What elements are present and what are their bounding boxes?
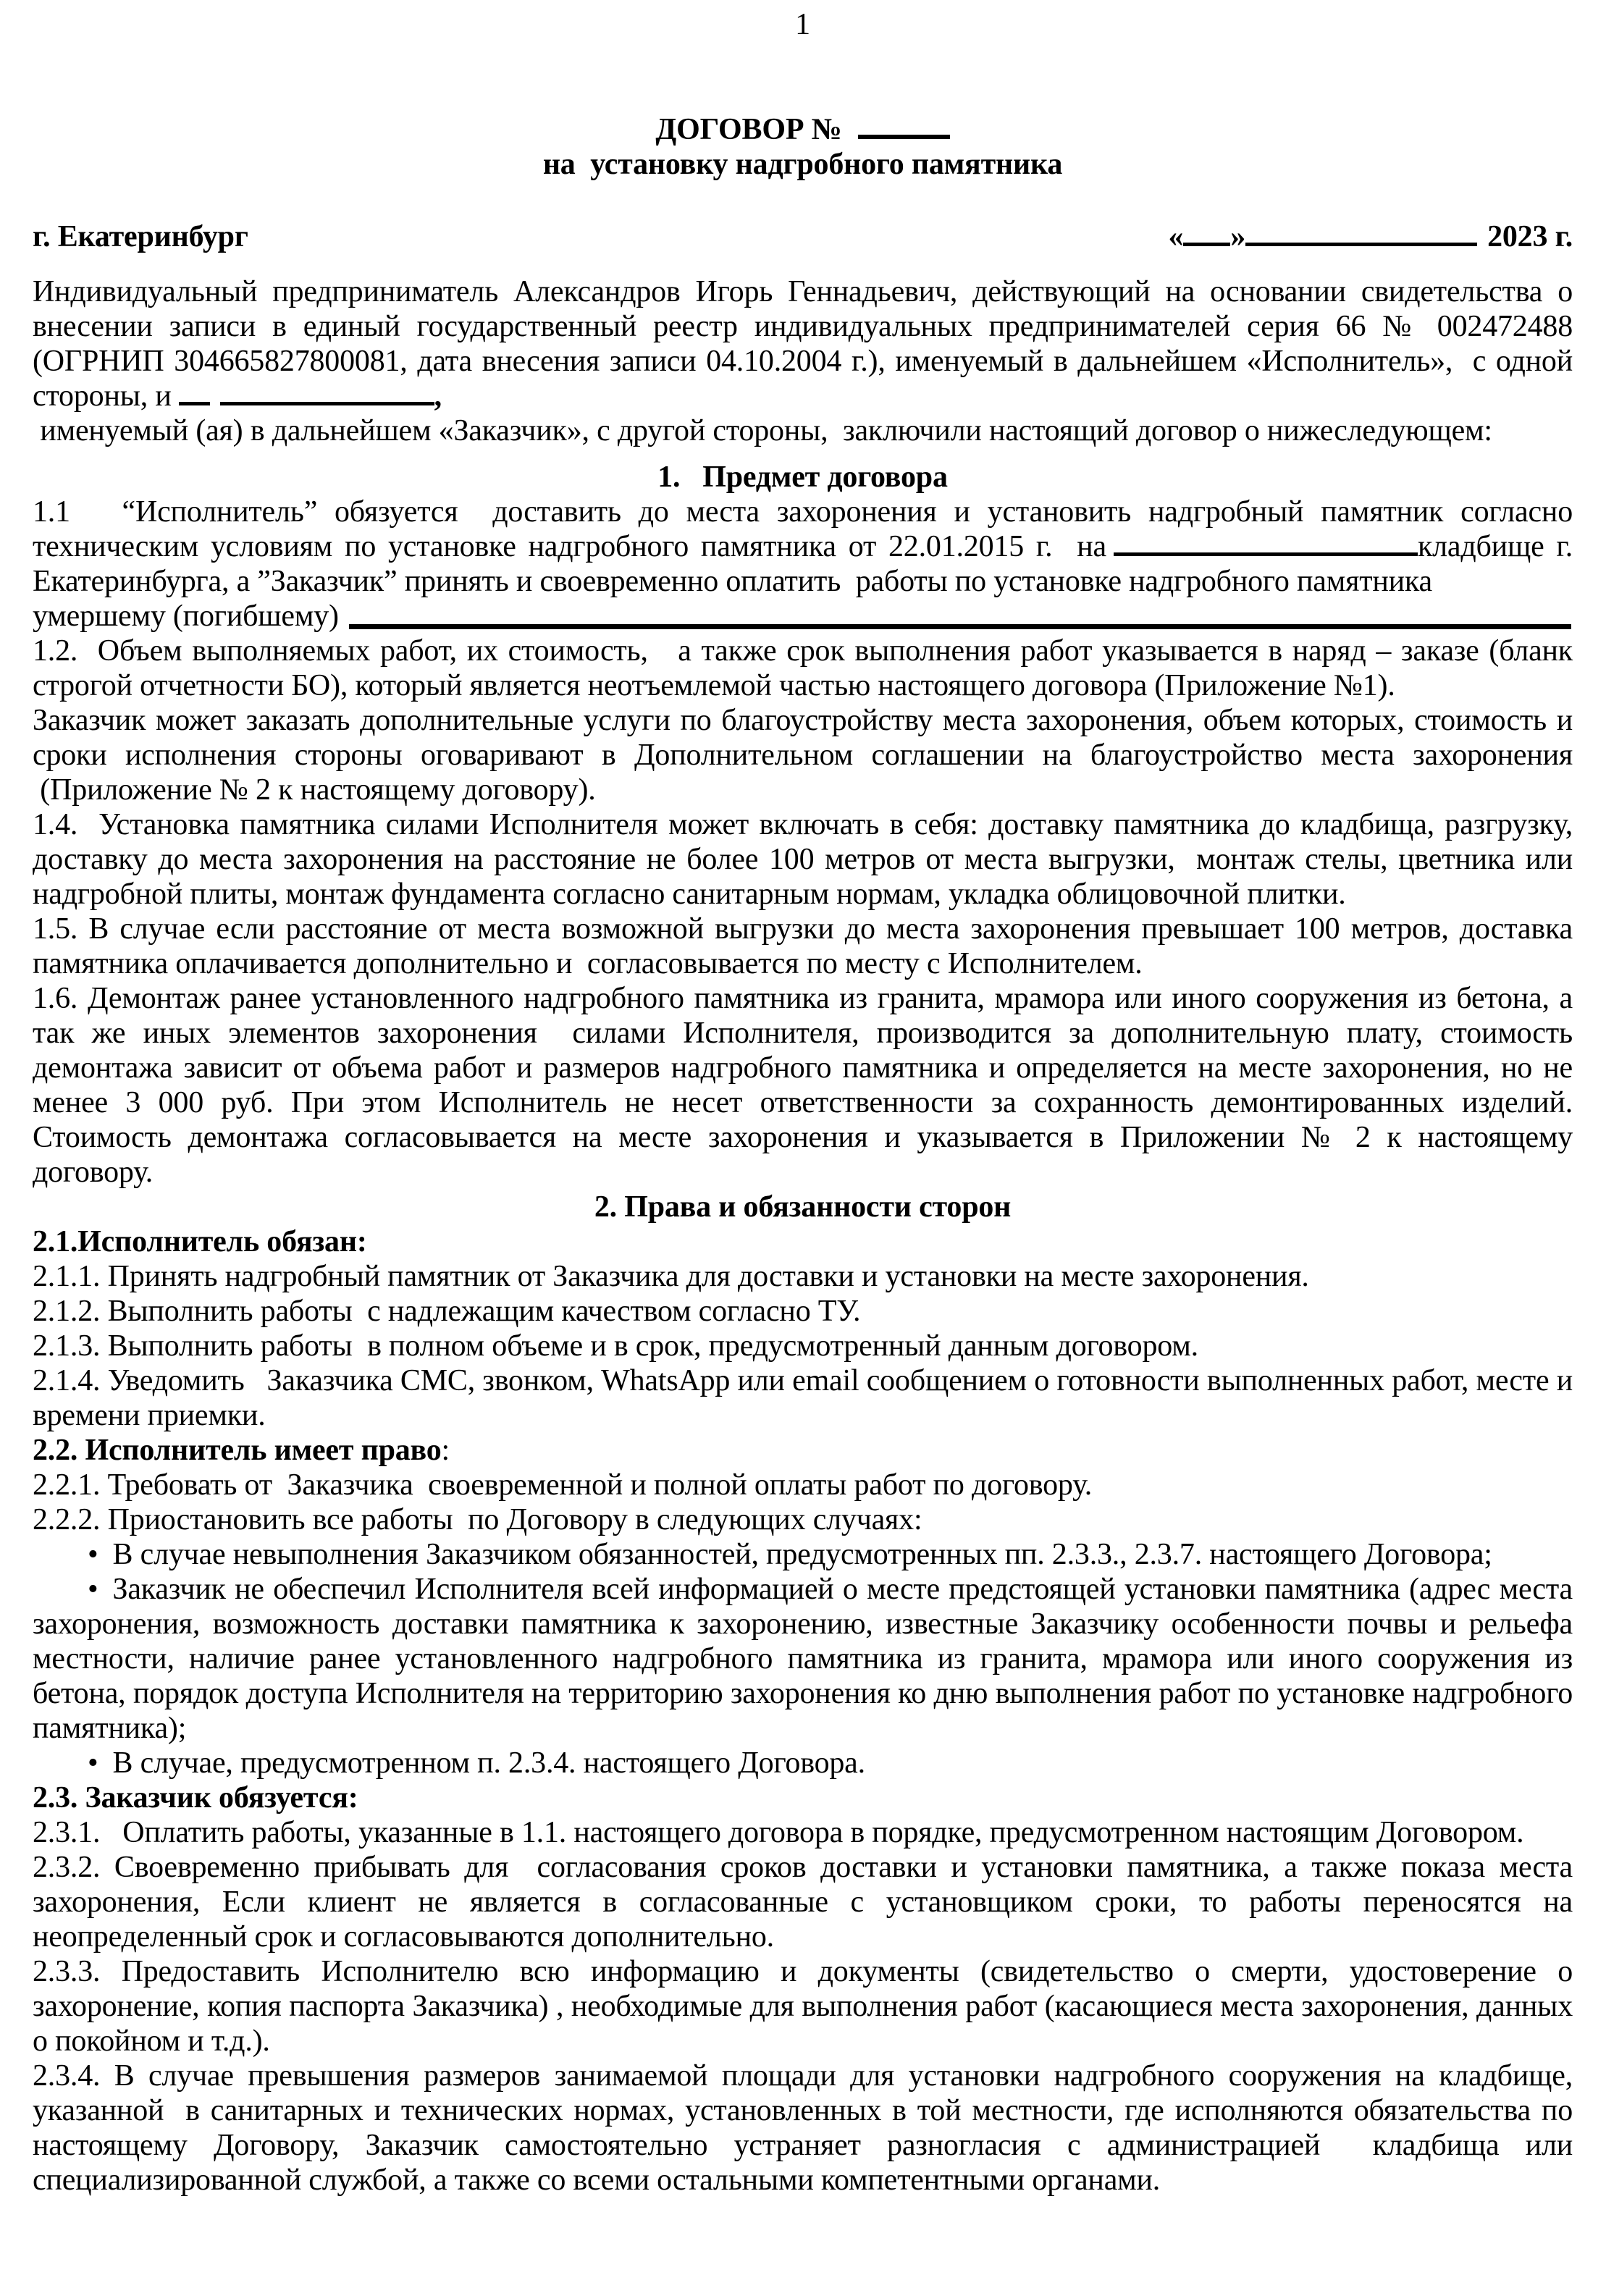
preamble-text: Индивидуальный предприниматель Александров Игорь Геннадьевич, действующий на основании свидетельства о внесении записи в единый государственный реестр индивидуальных предпринимателей серия 66 № 002472488 (ОГРНИП 304665827800081, дата внесения записи 04.10.2004 г.), именуемый в дальнейшем «Исполнитель», с одной стороны, и [33,275,1573,413]
deceased-label: умершему (погибшему) [33,600,339,633]
paragraph-2-1-4: 2.1.4. Уведомить Заказчика СМС, звонком, WhatsApp или email сообщением о готовности выполненных работ, месте и времени приемки. [33,1364,1573,1432]
paragraph-2-3-2: 2.3.2. Своевременно прибывать для согласования сроков доставки и установки памятника, а также показа места захоронения, Если клиент не является в согласованные с установщиком сроки, то работы переносятся на неопределенный срок и согласовываются дополнительно. [33,1851,1573,1954]
date-line [1168,219,1573,254]
paragraph-2-2-1: 2.2.1. Требовать от Заказчика своевременной и полной оплаты работ по договору. [33,1468,1093,1502]
customer-name-blank-long [220,379,434,405]
section-2-heading: 2. Права и обязанности сторон [594,1190,1012,1224]
subheading-2-2-text: 2.2. Исполнитель имеет право [33,1434,442,1467]
preamble-comma: , [434,379,442,413]
bullet-item-1-text: В случае невыполнения Заказчиком обязанностей, предусмотренных пп. 2.3.3., 2.3.7. настоящего Договора; [112,1538,1492,1571]
paragraph-1-1 [33,495,1573,599]
paragraph-1-2: 1.2. Объем выполняемых работ, их стоимость, а также срок выполнения работ указывается в наряд – заказе (бланк строгой отчетности БО), который является неотъемлемой частью настоящего договора (Приложение №1). [33,634,1573,702]
section-1-heading: 1. Предмет договора [657,461,948,494]
city-label: г. Екатеринбург [33,220,248,253]
document-title [33,112,1573,147]
bullet-icon: • [88,1573,98,1606]
paragraph-2-1-1: 2.1.1. Принять надгробный памятник от Заказчика для доставки и установки на месте захоронения. [33,1260,1309,1293]
paragraph-1-1-text-b: кладбище г. Екатеринбурга, а ”Заказчик” принять и своевременно оплатить работы по установке надгробного памятника [33,530,1573,598]
contract-number-blank [858,112,950,139]
subheading-2-1: 2.1.Исполнитель обязан: [33,1225,367,1258]
paragraph-2-3-4: 2.3.4. В случае превышения размеров занимаемой площади для установки надгробного сооружения на кладбище, указанной в санитарных и технических нормах, установленных в той местности, где исполняются обязательства по настоящему Договору, Заказчик самостоятельно устраняет разногласия с администрацией кладбища или специализированной службой, а также со всеми остальными компетентными органами. [33,2059,1573,2197]
paragraph-2-3-1: 2.3.1. Оплатить работы, указанные в 1.1. настоящего договора в порядке, предусмотренном настоящим Договором. [33,1816,1524,1849]
deceased-name-blank [349,624,1571,629]
bullet-item-2 [33,1572,1573,1746]
subheading-2-2 [33,1433,1573,1468]
paragraph-1-1-text-a: 1.1 “Исполнитель” обязуется доставить до места захоронения и установить надгробный памятник согласно техническим условиям по установке надгробного памятника от 22.01.2015 г. на [33,495,1573,563]
date-day-blank [1183,219,1230,246]
document-title-text: ДОГОВОР № [655,113,842,146]
bullet-item-3 [33,1746,1573,1780]
date-month-blank [1245,219,1477,246]
document-subtitle: на установку надгробного памятника [542,148,1063,181]
date-open-quote: « [1168,220,1184,253]
deceased-name-line [33,599,1573,634]
date-year: 2023 г. [1487,220,1573,253]
bullet-icon: • [88,1538,98,1571]
paragraph-1-6: 1.6. Демонтаж ранее установленного надгробного памятника из гранита, мрамора или иного сооружения из бетона, а так же иных элементов захоронения силами Исполнителя, производится за дополнительную плату, стоимость демонтажа зависит от объема работ и размеров надгробного памятника и определяется на месте захоронения, но не менее 3 000 руб. При этом Исполнитель не несет ответственности за сохранность демонтированных изделий. Стоимость демонтажа согласовывается на месте захоронения и указывается в Приложении № 2 к настоящему договору. [33,982,1573,1189]
paragraph-2-1-2: 2.1.2. Выполнить работы с надлежащим качеством согласно ТУ. [33,1295,861,1328]
bullet-item-2-text: Заказчик не обеспечил Исполнителя всей информацией о месте предстоящей установки памятника (адрес места захоронения, возможность доставки памятника к захоронению, известные Заказчику особенности почвы и рельефа местности, наличие ранее установленного надгробного памятника из гранита, мрамора или иного сооружения из бетона, порядок доступа Исполнителя на территорию захоронения ко дню выполнения работ по установке надгробного памятника); [33,1573,1573,1745]
bullet-icon: • [88,1746,98,1780]
paragraph-2-2-2: 2.2.2. Приостановить все работы по Договору в следующих случаях: [33,1503,922,1536]
bullet-item-1 [33,1537,1573,1572]
page-number: 1 [795,8,810,41]
preamble-paragraph [33,274,1573,413]
date-close-quote: » [1230,220,1246,253]
bullet-item-3-text: В случае, предусмотренном п. 2.3.4. настоящего Договора. [112,1746,865,1780]
cemetery-name-blank [1114,529,1418,556]
paragraph-1-2b: Заказчик может заказать дополнительные услуги по благоустройству места захоронения, объем которых, стоимость и сроки исполнения стороны оговаривают в Дополнительном соглашении на благоустройство места захоронения (Приложение № 2 к настоящему договору). [33,704,1573,807]
paragraph-1-4: 1.4. Установка памятника силами Исполнителя может включать в себя: доставку памятника до кладбища, разгрузку, доставку до места захоронения на расстояние не более 100 метров от места выгрузки, монтаж стелы, цветника или надгробной плиты, монтаж фундамента согласно санитарным нормам, укладка облицовочной плитки. [33,808,1573,911]
subheading-2-2-colon: : [441,1434,450,1467]
customer-name-blank-short [179,379,210,405]
paragraph-1-5: 1.5. В случае если расстояние от места возможной выгрузки до места захоронения превышает 100 метров, доставка памятника оплачивается дополнительно и согласовывается по месту с Исполнителем. [33,912,1573,980]
paragraph-2-1-3: 2.1.3. Выполнить работы в полном объеме и в срок, предусмотренный данным договором. [33,1329,1198,1363]
preamble-paragraph-2: именуемый (ая) в дальнейшем «Заказчик», с другой стороны, заключили настоящий договор о нижеследующем: [33,414,1492,447]
paragraph-2-3-3: 2.3.3. Предоставить Исполнителю всю информацию и документы (свидетельство о смерти, удостоверение о захоронение, копия паспорта Заказчика) , необходимые для выполнения работ (касающиеся места захоронения, данных о покойном и т.д.). [33,1955,1573,2058]
subheading-2-3: 2.3. Заказчик обязуется: [33,1781,358,1814]
city-date-row [33,219,1573,254]
